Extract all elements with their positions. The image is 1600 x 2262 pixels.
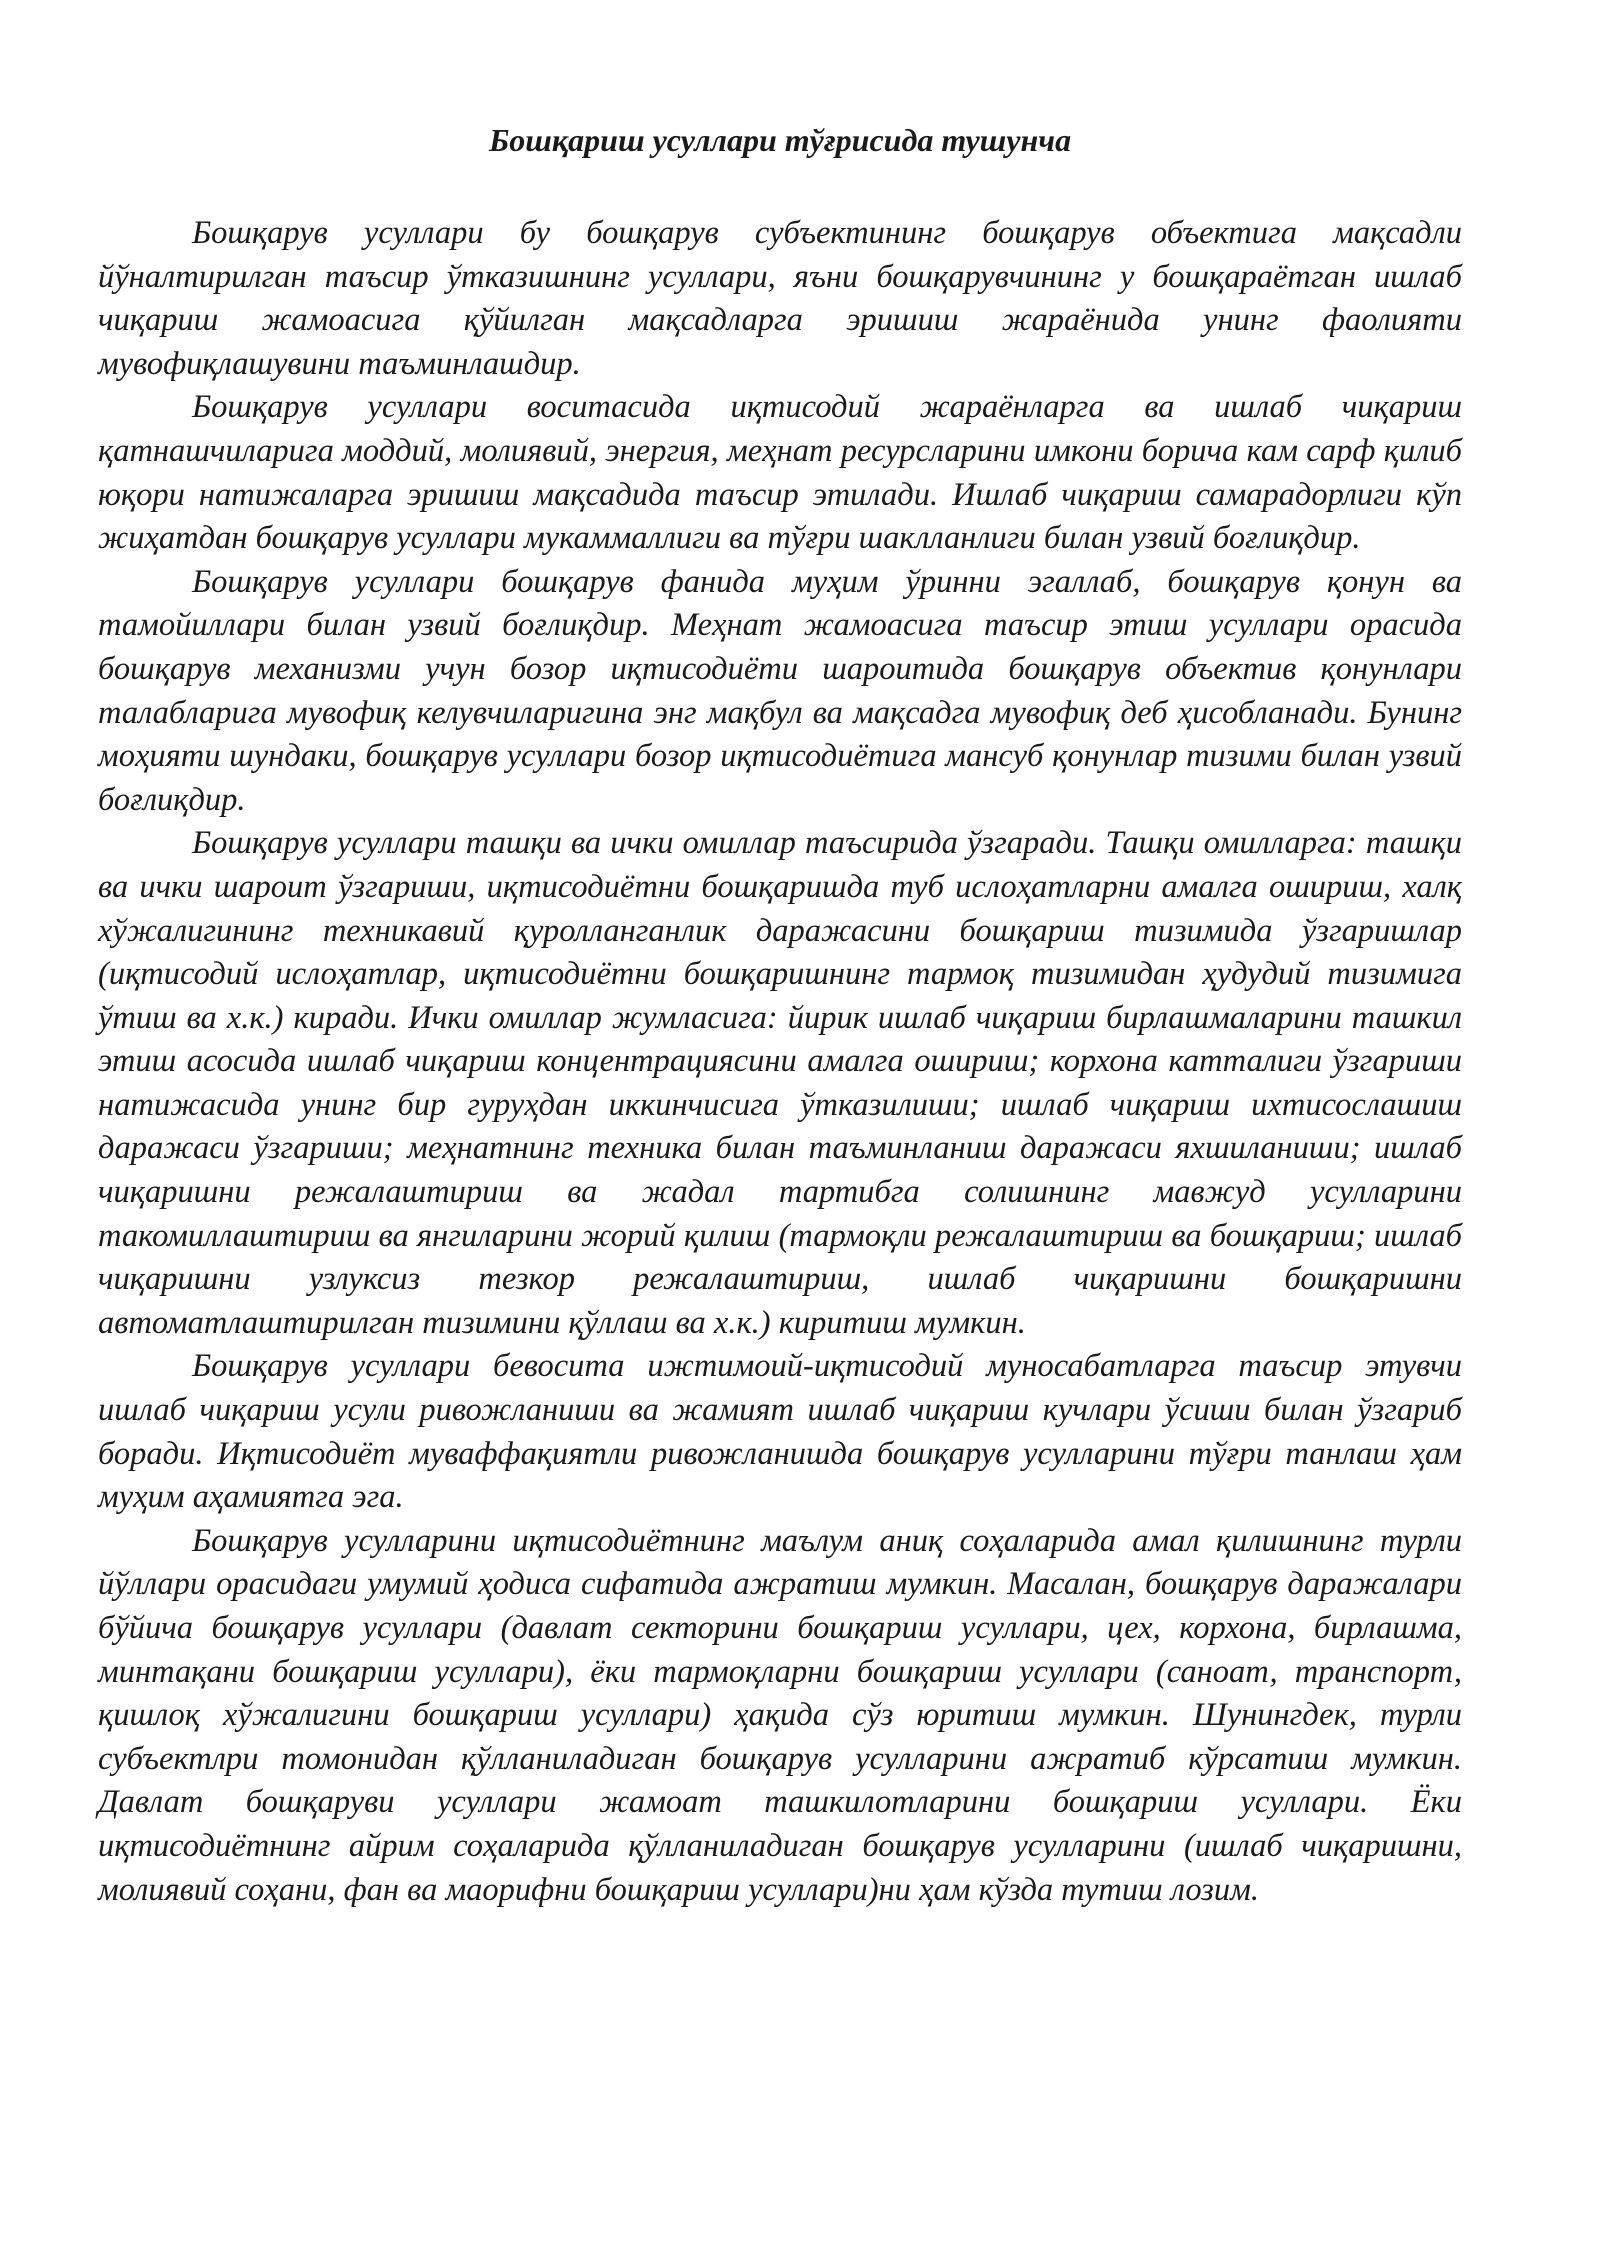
paragraph: Бошқарув усуллари бевосита ижтимоий-иқтисодий муносабатларга таъсир этувчи ишлаб чиқариш усули ривожланиши ва жамият ишлаб чиқариш кучлари ўсиши билан ўзгариб боради. Иқтисодиёт муваффақиятли ривожланишда бошқарув усулларини тўғри танлаш ҳам муҳим аҳамиятга эга. [98, 1348, 1462, 1516]
document-body [98, 212, 1462, 1912]
document-title: Бошқариш усуллари тўғрисида тушунча [488, 122, 1072, 158]
paragraph: Бошқарув усуллари ташқи ва ички омиллар таъсирида ўзгаради. Ташқи омилларга: ташқи ва ички шароит ўзгариши, иқтисодиётни бошқаришда туб ислоҳатларни амалга ошириш, халқ хўжалигининг техникавий қуролланганлик даражасини бошқариш тизимида ўзгаришлар (иқтисодий ислоҳатлар, иқтисодиётни бошқаришнинг тармоқ тизимидан ҳудудий тизимига ўтиш ва х.к.) киради. Ички омиллар жумласига: йирик ишлаб чиқариш бирлашмаларини ташкил этиш асосида ишлаб чиқариш концентрациясини амалга ошириш; корхона катталиги ўзгариши натижасида унинг бир гуруҳдан иккинчисига ўтказилиши; ишлаб чиқариш ихтисослашиш даражаси ўзгариши; меҳнатнинг техника билан таъминланиш даражаси яхшиланиши; ишлаб чиқаришни режалаштириш ва жадал тартибга солишнинг мавжуд усулларини такомиллаштириш ва янгиларини жорий қилиш (тармоқли режалаштириш ва бошқариш; ишлаб чиқаришни узлуксиз тезкор режалаштириш, ишлаб чиқаришни бошқаришни автоматлаштирилган тизимини қўллаш ва х.к.) киритиш мумкин. [98, 825, 1462, 1341]
paragraph: Бошқарув усуллари бошқарув фанида муҳим ўринни эгаллаб, бошқарув қонун ва тамойиллари билан узвий боғлиқдир. Меҳнат жамоасига таъсир этиш усуллари орасида бошқарув механизми учун бозор иқтисодиёти шароитида бошқарув объектив қонунлари талабларига мувофиқ келувчиларигина энг мақбул ва мақсадга мувофиқ деб ҳисобланади. Бунинг моҳияти шундаки, бошқарув усуллари бозор иқтисодиётига мансуб қонунлар тизими билан узвий боғлиқдир. [98, 563, 1462, 818]
paragraph: Бошқарув усулларини иқтисодиётнинг маълум аниқ соҳаларида амал қилишнинг турли йўллари орасидаги умумий ҳодиса сифатида ажратиш мумкин. Масалан, бошқарув даражалари бўйича бошқарув усуллари (давлат секторини бошқариш усуллари, цех, корхона, бирлашма, минтақани бошқариш усуллари), ёки тармоқларни бошқариш усуллари (саноат, транспорт, қишлоқ хўжалигини бошқариш усуллари) ҳақида сўз юритиш мумкин. Шунингдек, турли субъектлри томонидан қўлланиладиган бошқарув усулларини ажратиб кўрсатиш мумкин. Давлат бошқаруви усуллари жамоат ташкилотларини бошқариш усуллари. Ёки иқтисодиётнинг айрим соҳаларида қўлланиладиган бошқарув усулларини (ишлаб чиқаришни, молиявий соҳани, фан ва маорифни бошқариш усуллари)ни ҳам кўзда тутиш лозим. [98, 1522, 1462, 1908]
paragraph: Бошқарув усуллари воситасида иқтисодий жараёнларга ва ишлаб чиқариш қатнашчиларига моддий, молиявий, энергия, меҳнат ресурсларини имкони борича кам сарф қилиб юқори натижаларга эришиш мақсадида таъсир этилади. Ишлаб чиқариш самарадорлиги кўп жиҳатдан бошқарув усуллари мукаммаллиги ва тўғри шаклланлиги билан узвий боғлиқдир. [98, 389, 1462, 557]
paragraph: Бошқарув усуллари бу бошқарув субъектининг бошқарув объектига мақсадли йўналтирилган таъсир ўтказишнинг усуллари, яъни бошқарувчининг у бошқараётган ишлаб чиқариш жамоасига қўйилган мақсадларга эришиш жараёнида унинг фаолияти мувофиқлашувини таъминлашдир. [98, 215, 1462, 382]
